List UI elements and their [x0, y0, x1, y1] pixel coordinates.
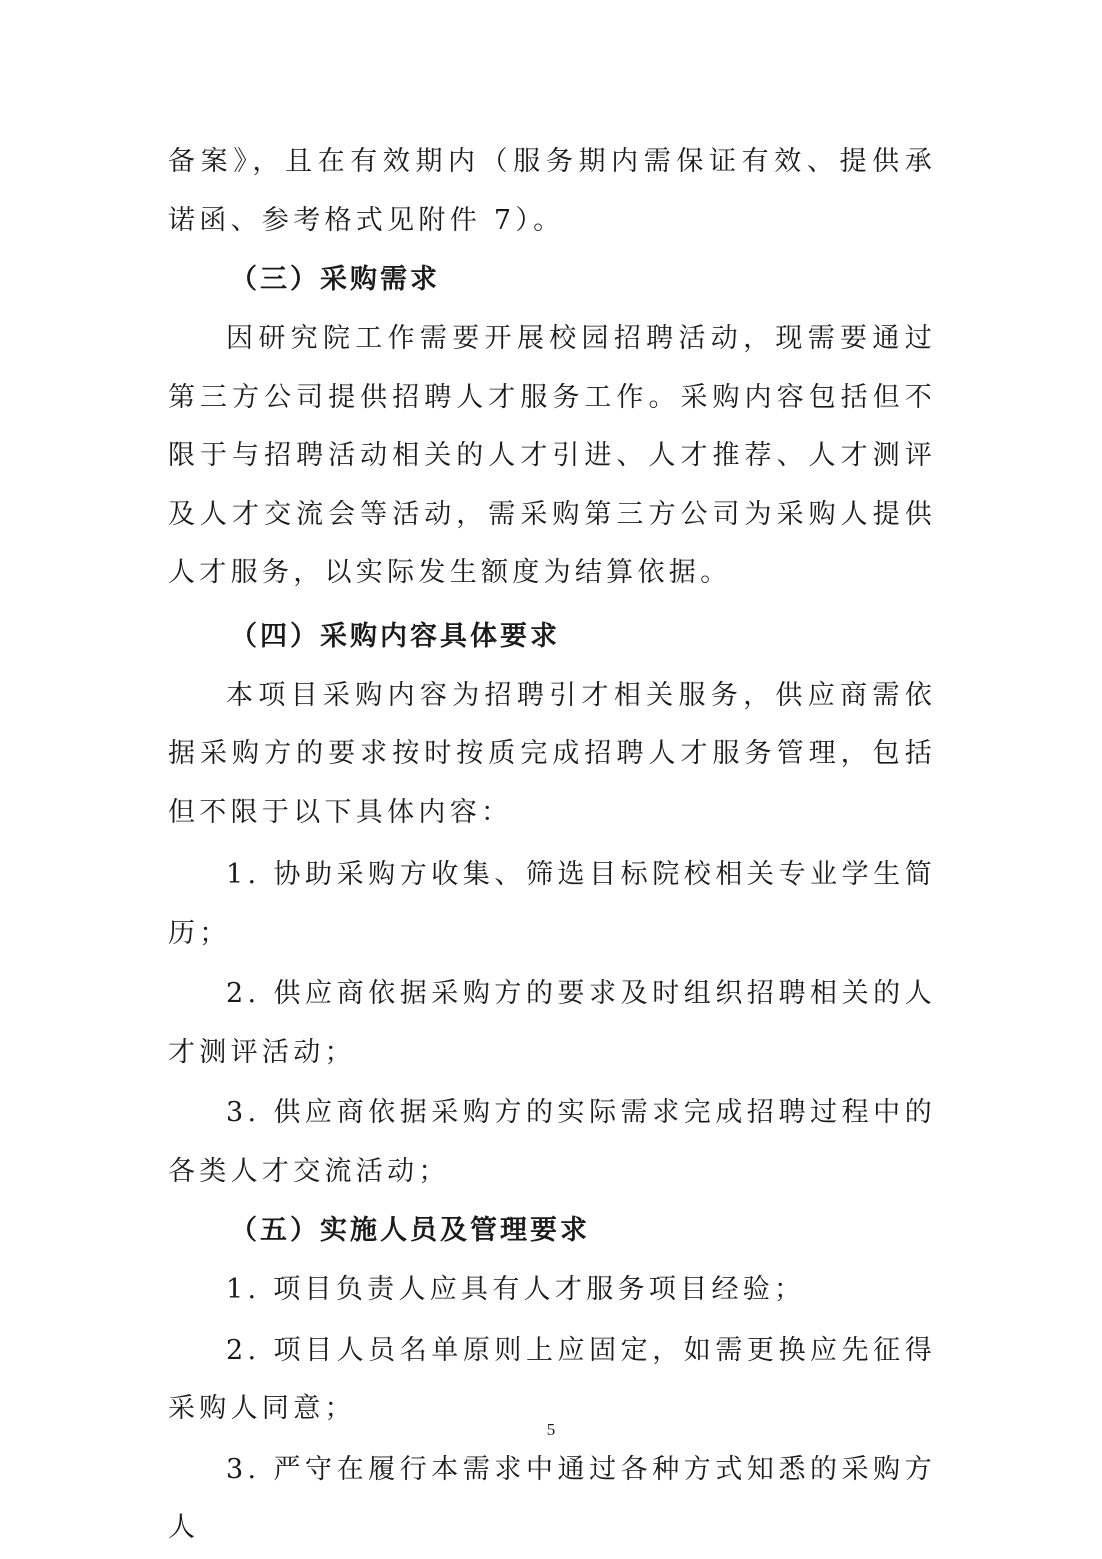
paragraph-content-requirements: 本项目采购内容为招聘引才相关服务，供应商需依据采购方的要求按时按质完成招聘人才服务管理，包括但不限于以下具体内容：: [168, 679, 936, 828]
section-heading-3: （三）采购需求: [230, 264, 440, 295]
staff-item-3: 3. 严守在履行本需求中通过各种方式知悉的采购方人: [168, 1453, 936, 1543]
list-item-2: 2. 供应商依据采购方的要求及时组织招聘相关的人才测评活动；: [168, 978, 936, 1068]
document-body: [168, 133, 936, 1558]
section-heading-5: （五）实施人员及管理要求: [230, 1215, 590, 1246]
section-heading-4: （四）采购内容具体要求: [230, 620, 560, 652]
list-item-1: 1. 协助采购方收集、筛选目标院校相关专业学生简历；: [168, 859, 936, 949]
staff-item-1: 1. 项目负责人应具有人才服务项目经验；: [226, 1274, 806, 1305]
paragraph-procurement-needs: 因研究院工作需要开展校园招聘活动，现需要通过第三方公司提供招聘人才服务工作。采购内容包括但不限于与招聘活动相关的人才引进、人才推荐、人才测评及人才交流会等活动，需采购第三方公司为采购人提供人才服务，以实际发生额度为结算依据。: [168, 323, 936, 588]
staff-item-2: 2. 项目人员名单原则上应固定，如需更换应先征得采购人同意；: [168, 1334, 936, 1424]
paragraph-continuation: 备案》，且在有效期内（服务期内需保证有效、提供承诺函、参考格式见附件 7）。: [168, 146, 936, 236]
page-number: 5: [546, 1420, 556, 1439]
list-item-3: 3. 供应商依据采购方的实际需求完成招聘过程中的各类人才交流活动；: [168, 1097, 936, 1187]
